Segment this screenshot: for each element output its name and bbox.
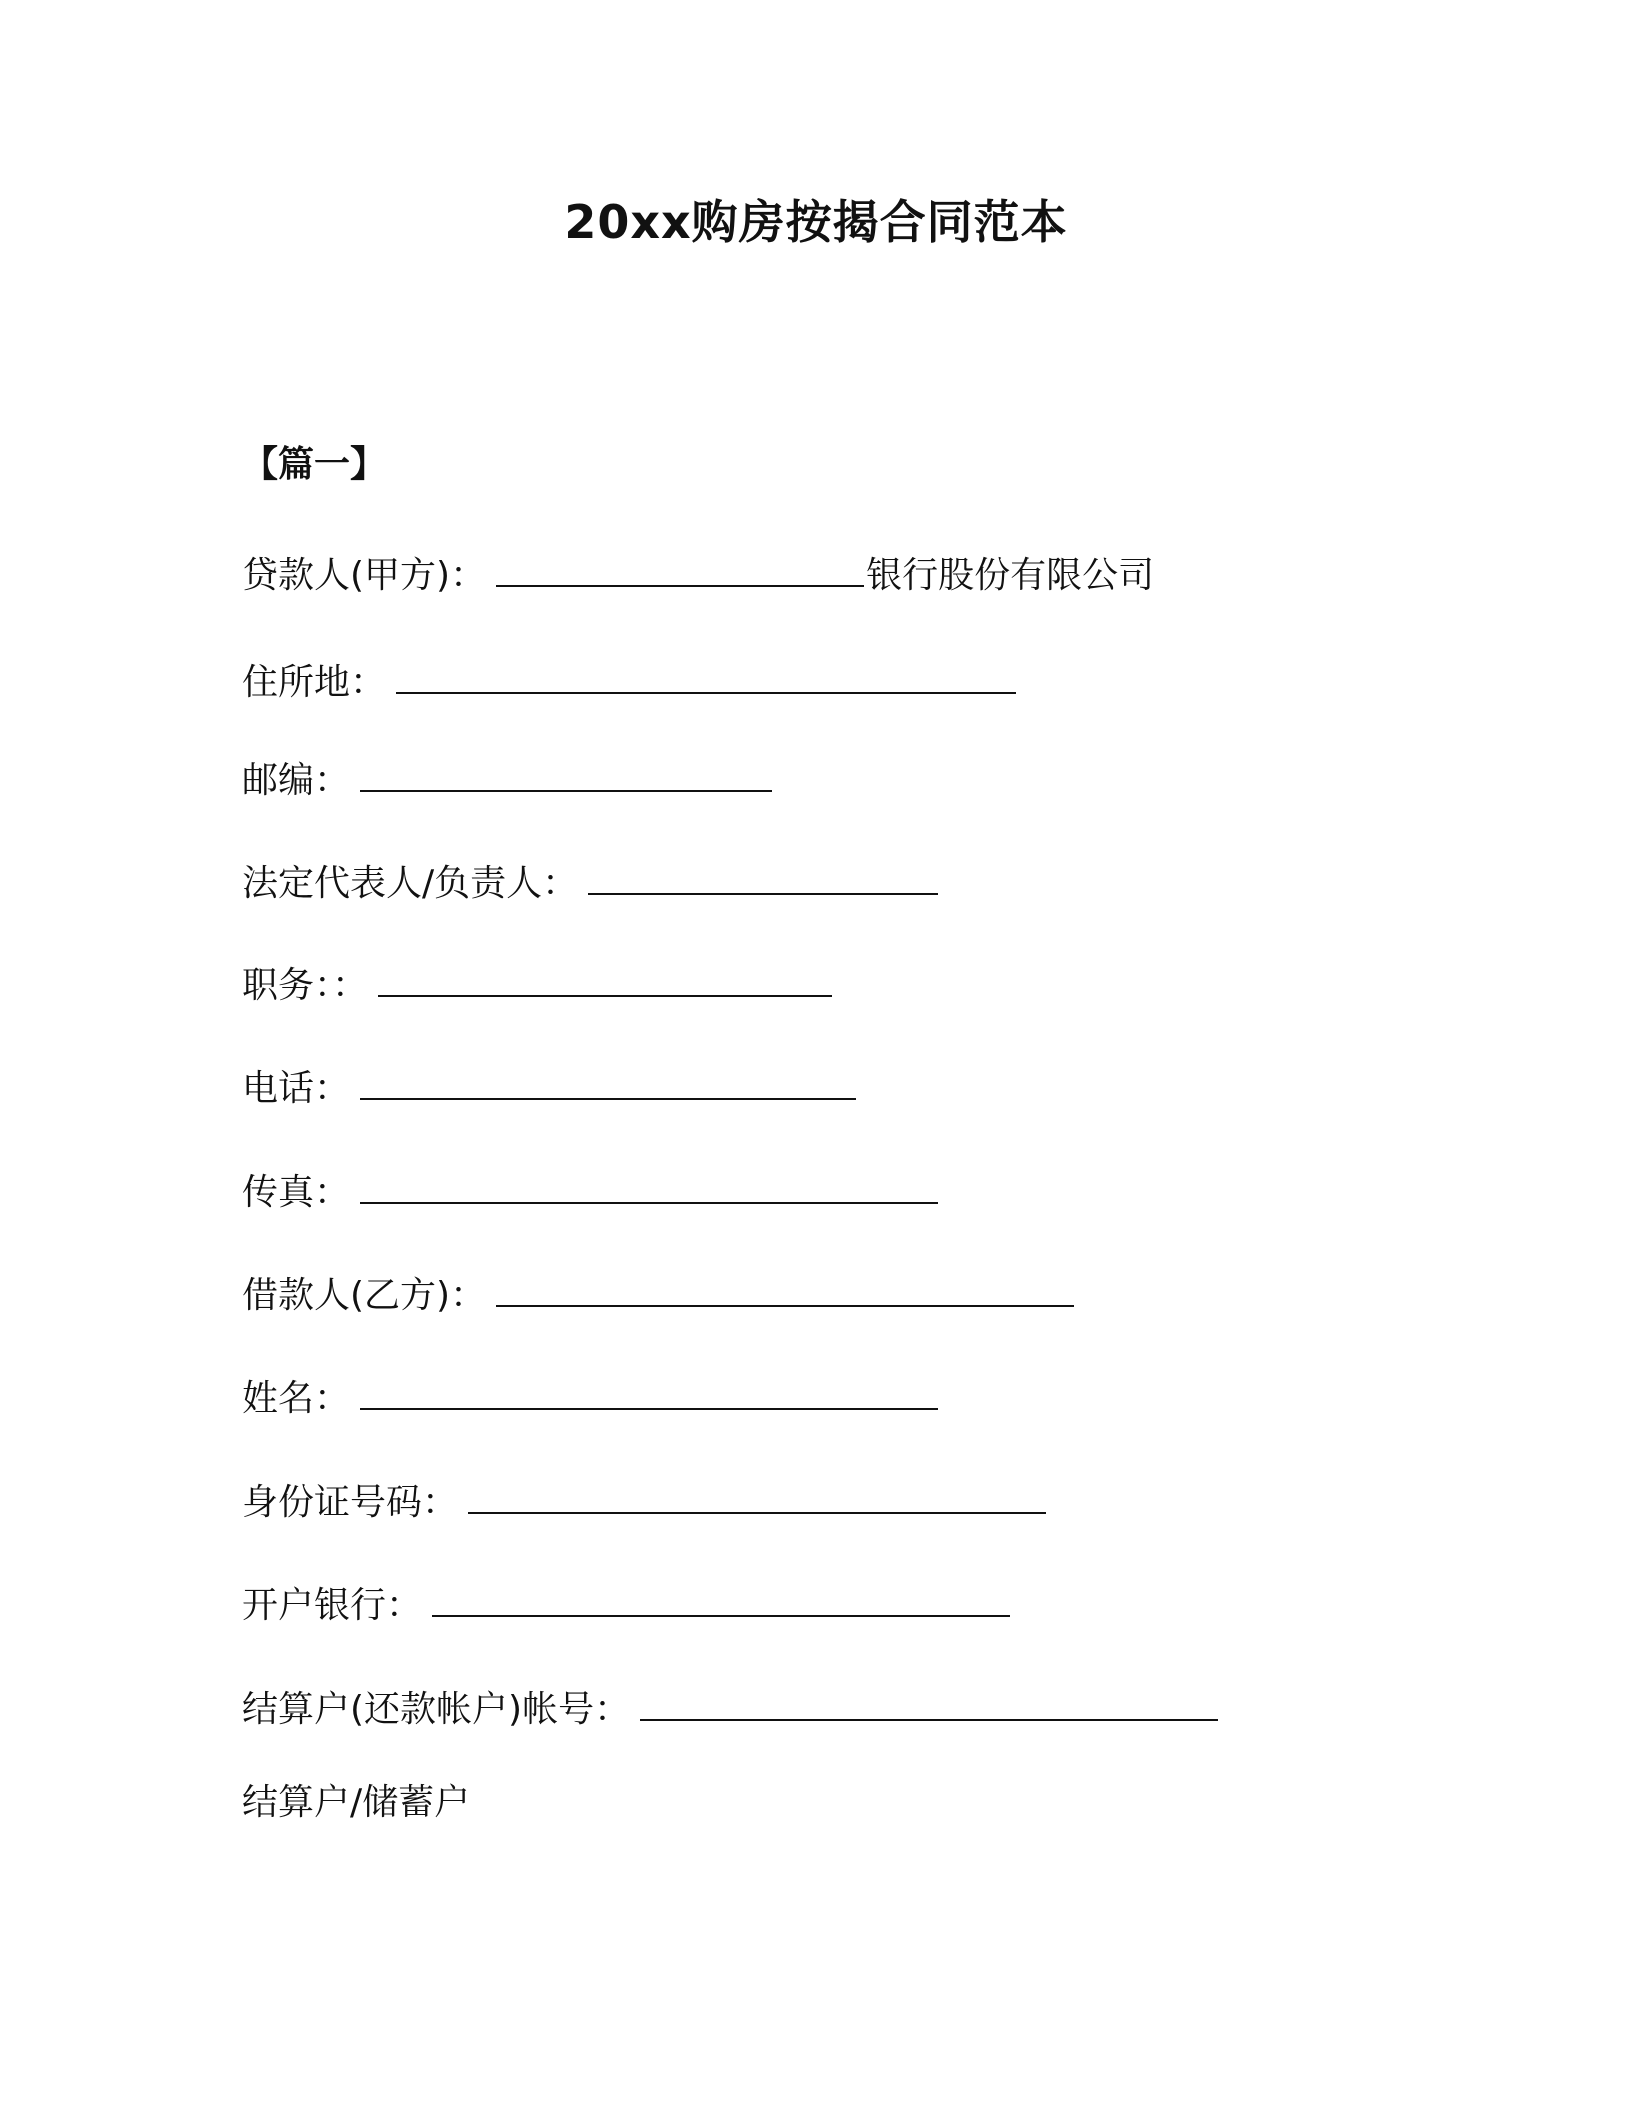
fill-in-blank[interactable] xyxy=(360,750,772,792)
field-lender xyxy=(242,545,1154,601)
fill-in-blank[interactable] xyxy=(468,1472,1046,1514)
fill-in-blank[interactable] xyxy=(360,1368,938,1410)
field-borrower xyxy=(242,1265,1074,1321)
final-line: 结算户/储蓄户 xyxy=(242,1782,471,1823)
field-name xyxy=(242,1368,938,1424)
section-heading: 【篇一】 xyxy=(242,444,387,485)
field-position xyxy=(242,955,832,1011)
fill-in-blank[interactable] xyxy=(378,955,832,997)
field-bank xyxy=(242,1575,1010,1631)
fill-in-blank[interactable] xyxy=(396,652,1016,694)
field-label: 住所地： xyxy=(242,662,387,703)
field-id-number xyxy=(242,1472,1046,1528)
field-legal-representative xyxy=(242,853,938,909)
fill-in-blank[interactable] xyxy=(360,1162,938,1204)
field-label: 姓名： xyxy=(242,1378,351,1419)
field-postcode xyxy=(242,750,772,806)
field-label: 职务：： xyxy=(242,965,369,1006)
field-label: 电话： xyxy=(242,1068,351,1109)
field-label: 邮编： xyxy=(242,760,351,801)
fill-in-blank[interactable] xyxy=(496,545,864,587)
field-label: 法定代表人/负责人： xyxy=(242,863,579,904)
fill-in-blank[interactable] xyxy=(640,1679,1218,1721)
field-fax xyxy=(242,1162,938,1218)
field-label: 开户银行： xyxy=(242,1585,423,1626)
fill-in-blank[interactable] xyxy=(432,1575,1010,1617)
field-suffix: 银行股份有限公司 xyxy=(866,555,1155,596)
field-address xyxy=(242,652,1016,708)
field-settlement-account xyxy=(242,1679,1218,1735)
fill-in-blank[interactable] xyxy=(360,1058,856,1100)
fill-in-blank[interactable] xyxy=(496,1265,1074,1307)
document-title: 20xx购房按揭合同范本 xyxy=(564,195,1068,249)
field-label: 借款人(乙方)： xyxy=(242,1275,487,1316)
field-label: 结算户(还款帐户)帐号： xyxy=(242,1689,631,1730)
field-phone xyxy=(242,1058,856,1114)
field-label: 身份证号码： xyxy=(242,1482,459,1523)
fill-in-blank[interactable] xyxy=(588,853,938,895)
field-label: 传真： xyxy=(242,1172,351,1213)
field-label: 贷款人(甲方)： xyxy=(242,555,487,596)
